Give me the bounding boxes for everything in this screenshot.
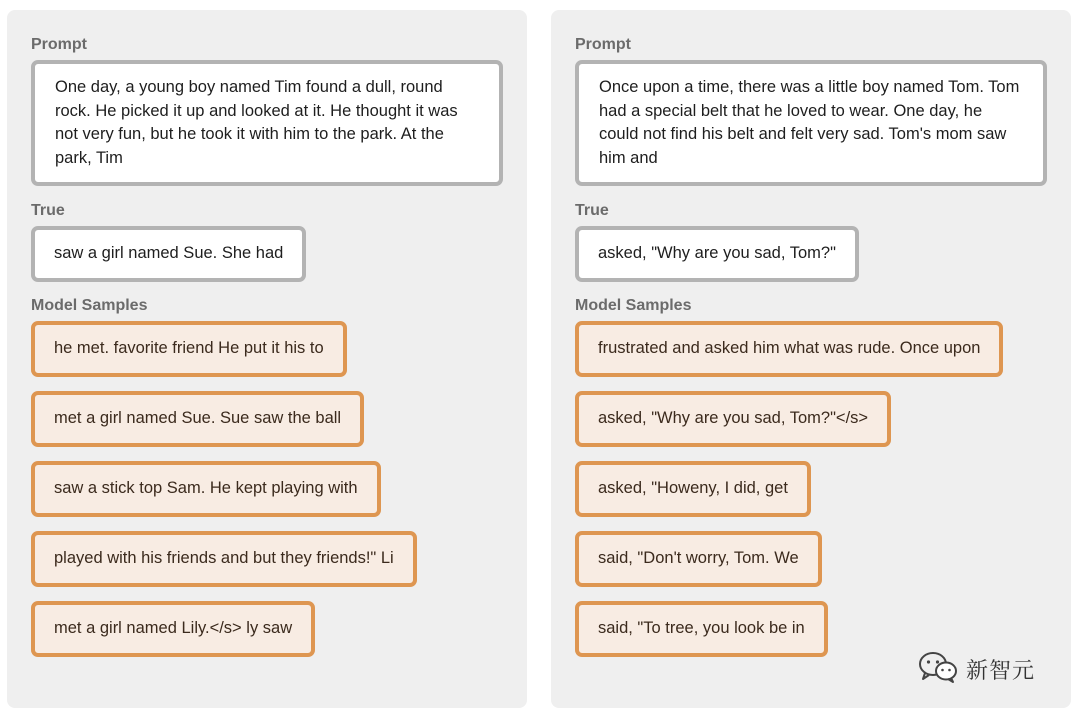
right-example-panel xyxy=(551,10,1071,708)
prompt-label: Prompt xyxy=(31,36,87,53)
true-label: True xyxy=(575,202,609,219)
true-continuation-box: asked, "Why are you sad, Tom?" xyxy=(575,226,859,282)
prompt-label: Prompt xyxy=(575,36,631,53)
model-sample: asked, "Howeny, I did, get xyxy=(575,461,811,517)
prompt-box: One day, a young boy named Tim found a dull, round rock. He picked it up and looked at it. He thought it was not very fun, but he took it with him to the park. At the park, Tim xyxy=(31,60,503,186)
watermark xyxy=(918,650,1035,689)
model-sample: asked, "Why are you sad, Tom?"</s> xyxy=(575,391,891,447)
true-continuation-box: saw a girl named Sue. She had xyxy=(31,226,306,282)
model-samples-list xyxy=(575,321,1047,657)
model-sample: met a girl named Sue. Sue saw the ball xyxy=(31,391,364,447)
model-samples-list xyxy=(31,321,503,657)
prompt-box: Once upon a time, there was a little boy named Tom. Tom had a special belt that he loved to wear. One day, he could not find his belt and felt very sad. Tom's mom saw him and xyxy=(575,60,1047,186)
model-samples-label: Model Samples xyxy=(575,297,692,314)
model-sample: he met. favorite friend He put it his to xyxy=(31,321,347,377)
model-sample: saw a stick top Sam. He kept playing with xyxy=(31,461,381,517)
true-label: True xyxy=(31,202,65,219)
model-sample: frustrated and asked him what was rude. Once upon xyxy=(575,321,1003,377)
model-sample: played with his friends and but they friends!" Li xyxy=(31,531,417,587)
wechat-logo-icon xyxy=(918,650,958,689)
watermark-text: 新智元 xyxy=(966,659,1036,684)
model-sample: said, "Don't worry, Tom. We xyxy=(575,531,822,587)
model-samples-label: Model Samples xyxy=(31,297,148,314)
model-sample: said, "To tree, you look be in xyxy=(575,601,828,657)
left-example-panel xyxy=(7,10,527,708)
model-sample: met a girl named Lily.</s> ly saw xyxy=(31,601,315,657)
